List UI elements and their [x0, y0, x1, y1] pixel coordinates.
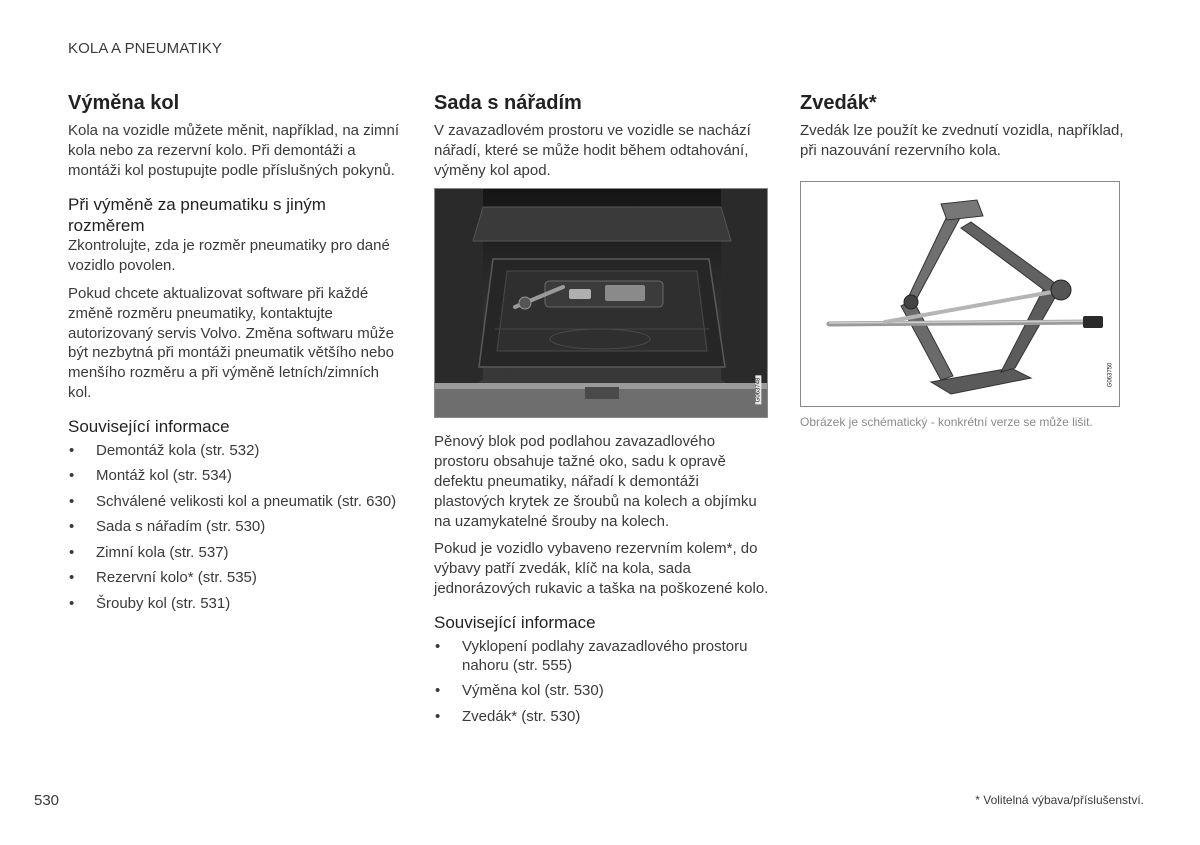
bullet-icon: •: [69, 543, 75, 561]
column-wheel-change: [68, 92, 404, 619]
related-info-title: Související informace: [434, 612, 596, 632]
trunk-tool-kit-figure: [434, 188, 768, 418]
bullet-icon: •: [69, 441, 75, 459]
bullet-icon: •: [69, 518, 75, 536]
bullet-icon: •: [435, 707, 441, 725]
bullet-icon: •: [435, 637, 441, 655]
trunk-illustration: [435, 189, 767, 417]
paragraph: Zkontrolujte, zda je rozměr pneumatiky pro dané vozidlo povolen.: [68, 237, 390, 275]
page-number: 530: [34, 792, 60, 809]
paragraph: Pokud je vozidlo vybaveno rezervním kolem*, do výbavy patří zvedák, klíč na kola, sada jednorázových rukavic a taška na poškozené kolo.: [434, 540, 769, 597]
related-link[interactable]: • Vyklopení podlahy zavazadlového prostoru nahoru (str. 555): [435, 637, 748, 674]
related-link[interactable]: • Montáž kol (str. 534): [69, 467, 232, 485]
column-jack: [800, 92, 1136, 429]
related-info-list: [68, 441, 404, 613]
footnote: * Volitelná výbava/příslušenství.: [975, 793, 1144, 807]
jack-figure: [800, 181, 1120, 407]
related-link[interactable]: • Sada s nářadím (str. 530): [69, 518, 266, 536]
related-link[interactable]: • Schválené velikosti kol a pneumatik (str. 630): [69, 492, 397, 510]
subsection-title: Při výměně za pneumatiku s jiným rozměrem: [68, 195, 326, 236]
intro-paragraph: Zvedák lze použít ke zvednutí vozidla, například, při nazouvání rezervního kola.: [800, 122, 1124, 159]
paragraph: Pokud chcete aktualizovat software při každé změně rozměru pneumatiky, kontaktujte autorizovaný servis Volvo. Změna softwaru může být nezbytná při montáži pneumatik většího nebo menšího rozměru a při výměně letních/zimních kol.: [68, 284, 395, 401]
related-link[interactable]: • Šrouby kol (str. 531): [69, 594, 231, 612]
bullet-icon: •: [69, 569, 75, 587]
related-link[interactable]: • Zimní kola (str. 537): [69, 543, 229, 561]
related-link[interactable]: • Výměna kol (str. 530): [435, 682, 604, 700]
section-title-wheel-change: Výměna kol: [68, 92, 180, 114]
related-info-list: [434, 637, 770, 726]
figure-caption: Obrázek je schématický - konkrétní verze se může lišit.: [800, 414, 1093, 429]
related-link[interactable]: • Rezervní kolo* (str. 535): [69, 569, 257, 587]
section-title-jack: Zvedák*: [800, 92, 877, 114]
jack-illustration: [801, 182, 1119, 406]
running-header: KOLA A PNEUMATIKY: [68, 40, 222, 57]
bullet-icon: •: [435, 682, 441, 700]
paragraph: Pěnový blok pod podlahou zavazadlového prostoru obsahuje tažné oko, sadu k opravě defektu pneumatiky, nářadí k demontáži plastových krytek ze šroubů na kolech a objímku na uzamykatelné šrouby na kolech.: [434, 433, 757, 530]
related-link[interactable]: • Zvedák* (str. 530): [435, 707, 581, 725]
bullet-icon: •: [69, 467, 75, 485]
bullet-icon: •: [69, 594, 75, 612]
figure-code: G063750: [1107, 362, 1114, 387]
figure-code: G063748: [755, 378, 762, 403]
column-tool-kit: [434, 92, 770, 732]
intro-paragraph: Kola na vozidle můžete měnit, například, na zimní kola nebo za rezervní kolo. Při demontáži a montáži kol postupujte podle příslušných pokynů.: [68, 122, 400, 179]
related-link[interactable]: • Demontáž kola (str. 532): [69, 441, 260, 459]
intro-paragraph: V zavazadlovém prostoru ve vozidle se nachází nářadí, které se může hodit během odtahování, výměny kol apod.: [434, 122, 751, 179]
bullet-icon: •: [69, 492, 75, 510]
related-info-title: Související informace: [68, 416, 230, 436]
section-title-tool-kit: Sada s nářadím: [434, 92, 582, 114]
